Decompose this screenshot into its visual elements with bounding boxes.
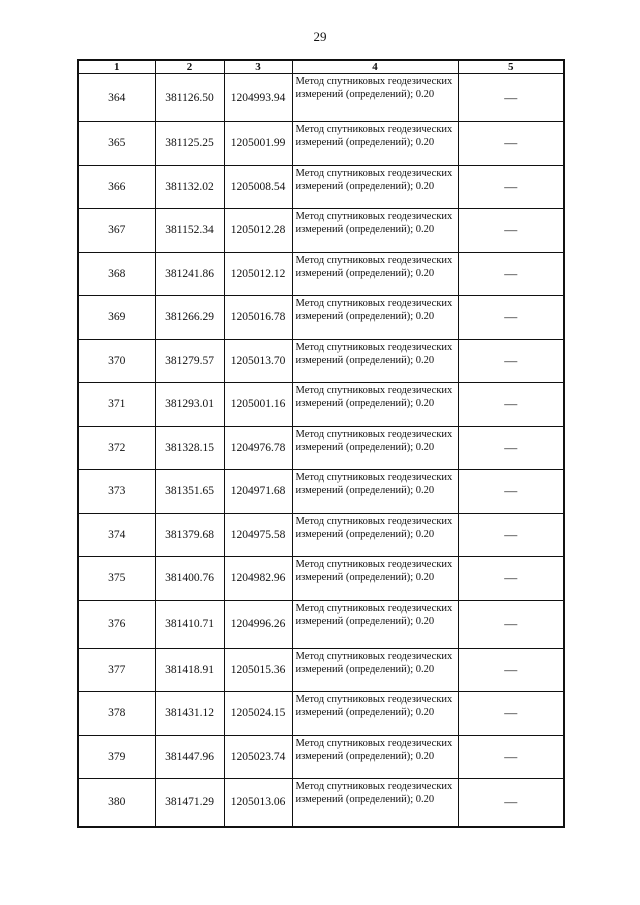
y-coordinate-cell: 1205001.16 [224,383,292,427]
point-number-cell: 379 [78,735,155,779]
table-row [78,735,564,779]
point-number-cell: 368 [78,252,155,296]
header-col-2: 2 [155,60,224,74]
y-coordinate-cell: 1205015.36 [224,648,292,692]
y-coordinate-cell: 1204975.58 [224,513,292,557]
table-row [78,209,564,253]
method-cell: Метод спутниковых геодезических измерений (определений); 0.20 [292,339,458,383]
column-5-cell: — [458,648,564,692]
table-row [78,426,564,470]
x-coordinate-cell: 381400.76 [155,557,224,601]
table-row [78,74,564,122]
header-col-3: 3 [224,60,292,74]
method-cell: Метод спутниковых геодезических измерений (определений); 0.20 [292,513,458,557]
table-row [78,252,564,296]
column-5-cell: — [458,513,564,557]
header-col-4: 4 [292,60,458,74]
x-coordinate-cell: 381279.57 [155,339,224,383]
y-coordinate-cell: 1205016.78 [224,296,292,340]
x-coordinate-cell: 381379.68 [155,513,224,557]
method-cell: Метод спутниковых геодезических измерений (определений); 0.20 [292,779,458,827]
point-number-cell: 370 [78,339,155,383]
table-row [78,779,564,827]
x-coordinate-cell: 381418.91 [155,648,224,692]
point-number-cell: 376 [78,600,155,648]
x-coordinate-cell: 381241.86 [155,252,224,296]
point-number-cell: 365 [78,122,155,166]
y-coordinate-cell: 1204971.68 [224,470,292,514]
column-5-cell: — [458,122,564,166]
y-coordinate-cell: 1205024.15 [224,692,292,736]
point-number-cell: 366 [78,165,155,209]
table-row [78,122,564,166]
point-number-cell: 364 [78,74,155,122]
y-coordinate-cell: 1205013.06 [224,779,292,827]
column-5-cell: — [458,252,564,296]
method-cell: Метод спутниковых геодезических измерений (определений); 0.20 [292,648,458,692]
column-5-cell: — [458,296,564,340]
point-number-cell: 375 [78,557,155,601]
y-coordinate-cell: 1205023.74 [224,735,292,779]
column-5-cell: — [458,209,564,253]
x-coordinate-cell: 381293.01 [155,383,224,427]
y-coordinate-cell: 1204982.96 [224,557,292,601]
method-cell: Метод спутниковых геодезических измерений (определений); 0.20 [292,557,458,601]
method-cell: Метод спутниковых геодезических измерений (определений); 0.20 [292,165,458,209]
table-row [78,470,564,514]
method-cell: Метод спутниковых геодезических измерений (определений); 0.20 [292,692,458,736]
point-number-cell: 373 [78,470,155,514]
point-number-cell: 378 [78,692,155,736]
column-5-cell: — [458,600,564,648]
column-5-cell: — [458,692,564,736]
table-row [78,600,564,648]
method-cell: Метод спутниковых геодезических измерений (определений); 0.20 [292,122,458,166]
table-row [78,296,564,340]
method-cell: Метод спутниковых геодезических измерений (определений); 0.20 [292,600,458,648]
column-5-cell: — [458,165,564,209]
point-number-cell: 371 [78,383,155,427]
table-row [78,165,564,209]
point-number-cell: 372 [78,426,155,470]
coordinates-table [77,59,565,828]
method-cell: Метод спутниковых геодезических измерений (определений); 0.20 [292,209,458,253]
table-row [78,339,564,383]
y-coordinate-cell: 1205008.54 [224,165,292,209]
y-coordinate-cell: 1205012.12 [224,252,292,296]
x-coordinate-cell: 381431.12 [155,692,224,736]
method-cell: Метод спутниковых геодезических измерений (определений); 0.20 [292,735,458,779]
y-coordinate-cell: 1205013.70 [224,339,292,383]
column-5-cell: — [458,339,564,383]
point-number-cell: 367 [78,209,155,253]
x-coordinate-cell: 381132.02 [155,165,224,209]
header-col-5: 5 [458,60,564,74]
point-number-cell: 374 [78,513,155,557]
y-coordinate-cell: 1205001.99 [224,122,292,166]
x-coordinate-cell: 381471.29 [155,779,224,827]
point-number-cell: 369 [78,296,155,340]
y-coordinate-cell: 1205012.28 [224,209,292,253]
method-cell: Метод спутниковых геодезических измерений (определений); 0.20 [292,252,458,296]
y-coordinate-cell: 1204996.26 [224,600,292,648]
page-number: 29 [313,29,327,44]
column-5-cell: — [458,735,564,779]
column-5-cell: — [458,383,564,427]
table-row [78,648,564,692]
table-row [78,513,564,557]
point-number-cell: 377 [78,648,155,692]
x-coordinate-cell: 381266.29 [155,296,224,340]
y-coordinate-cell: 1204976.78 [224,426,292,470]
table-row [78,692,564,736]
method-cell: Метод спутниковых геодезических измерений (определений); 0.20 [292,296,458,340]
column-5-cell: — [458,74,564,122]
x-coordinate-cell: 381410.71 [155,600,224,648]
column-5-cell: — [458,470,564,514]
x-coordinate-cell: 381447.96 [155,735,224,779]
method-cell: Метод спутниковых геодезических измерений (определений); 0.20 [292,470,458,514]
x-coordinate-cell: 381152.34 [155,209,224,253]
header-col-1: 1 [78,60,155,74]
x-coordinate-cell: 381351.65 [155,470,224,514]
y-coordinate-cell: 1204993.94 [224,74,292,122]
table-body [78,74,564,827]
header-row [78,60,564,74]
x-coordinate-cell: 381125.25 [155,122,224,166]
method-cell: Метод спутниковых геодезических измерений (определений); 0.20 [292,383,458,427]
method-cell: Метод спутниковых геодезических измерений (определений); 0.20 [292,426,458,470]
table-row [78,557,564,601]
x-coordinate-cell: 381328.15 [155,426,224,470]
column-5-cell: — [458,426,564,470]
point-number-cell: 380 [78,779,155,827]
x-coordinate-cell: 381126.50 [155,74,224,122]
method-cell: Метод спутниковых геодезических измерений (определений); 0.20 [292,74,458,122]
table-row [78,383,564,427]
column-5-cell: — [458,557,564,601]
column-5-cell: — [458,779,564,827]
